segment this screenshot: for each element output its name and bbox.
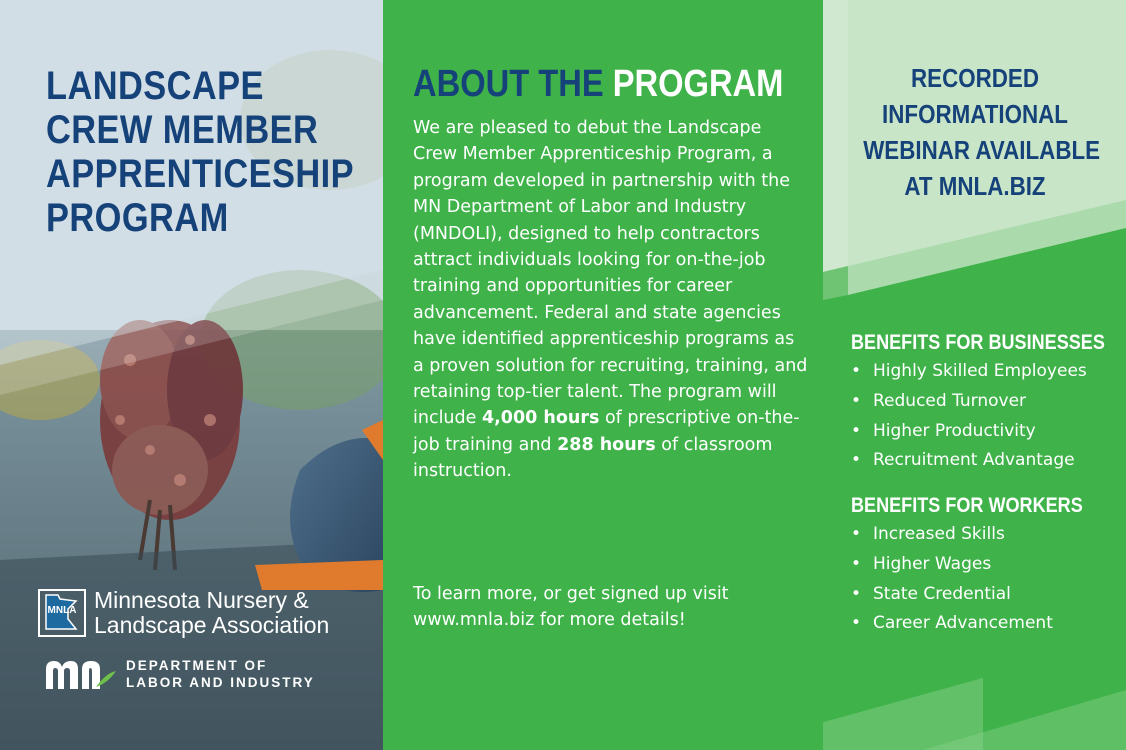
program-title [46, 64, 354, 240]
mnla-badge-text: MNLA [47, 605, 77, 616]
benefit-label: Higher Wages [873, 553, 992, 574]
benefit-label: Increased Skills [873, 524, 1005, 544]
bullet-icon: • [851, 524, 862, 544]
about-heading-part1: ABOUT THE [413, 63, 604, 105]
bullet-icon: • [851, 390, 862, 411]
about-body-text: We are pleased to debut the Landscape Crew Member Apprenticeship Program, a program developed in partnership with the MN Department of Labor and Industry (MNDOLI), designed to help contractors attract individuals looking for on-the-job training and opportunities for career advancement. Federal and state agencies have identified apprenticeship programs as a proven solution for recruiting, training, and retaining top-tier talent. The program will include [413, 118, 808, 429]
benefits-businesses-list [851, 357, 1087, 476]
benefits-panel [823, 0, 1126, 750]
list-item [851, 357, 1087, 387]
list-item [851, 520, 1053, 550]
dli-name [126, 657, 315, 691]
list-item [851, 609, 1053, 639]
benefits-businesses-heading: BENEFITS FOR BUSINESSES [851, 331, 1105, 354]
dli-name-line: LABOR AND INDUSTRY [126, 675, 315, 690]
mnla-name-line: Landscape Association [94, 612, 330, 638]
webinar-line: INFORMATIONAL [882, 99, 1068, 129]
minnesota-state-shape-icon [38, 589, 86, 637]
classroom-hours: 288 hours [557, 434, 656, 455]
list-item [851, 387, 1087, 417]
webinar-line: RECORDED [911, 63, 1039, 93]
about-heading-part2: PROGRAM [612, 63, 784, 105]
learn-more-text: To learn more, or get signed up visit www.mnla.biz for more details! [413, 584, 729, 631]
mnla-name-line: Minnesota Nursery & [94, 587, 309, 613]
benefits-workers-heading: BENEFITS FOR WORKERS [851, 494, 1083, 517]
about-panel [383, 0, 823, 750]
about-body-text: of classroom instruction. [413, 434, 773, 482]
benefit-label: State Credential [873, 583, 1011, 604]
bullet-icon: • [851, 361, 862, 381]
webinar-line: WEBINAR AVAILABLE [863, 135, 1101, 165]
list-item [851, 550, 1053, 580]
ojt-hours: 4,000 hours [481, 408, 600, 429]
bullet-icon: • [851, 583, 862, 604]
list-item [851, 417, 1087, 447]
about-heading [413, 64, 783, 104]
title-line: CREW MEMBER [46, 108, 319, 152]
dli-name-line: DEPARTMENT OF [126, 658, 268, 673]
webinar-line: AT MNLA.BIZ [904, 171, 1046, 201]
benefit-label: Highly Skilled Employees [873, 361, 1087, 381]
bullet-icon: • [851, 553, 862, 574]
webinar-notice [845, 60, 1105, 204]
benefit-label: Career Advancement [873, 613, 1053, 634]
about-body-text: of prescriptive on-the-job training and [413, 408, 800, 455]
list-item [851, 446, 1087, 476]
title-line: PROGRAM [46, 196, 229, 240]
bullet-icon: • [851, 420, 862, 441]
about-body [413, 115, 808, 485]
title-line: LANDSCAPE [46, 64, 264, 108]
left-photo-panel [0, 0, 383, 750]
benefit-label: Higher Productivity [873, 420, 1036, 441]
list-item [851, 580, 1053, 610]
benefits-workers-list [851, 520, 1053, 639]
dli-logo [44, 657, 315, 691]
bullet-icon: • [851, 613, 862, 634]
bullet-icon: • [851, 450, 862, 471]
mn-state-logo-icon [44, 657, 118, 691]
benefit-label: Recruitment Advantage [873, 450, 1075, 471]
mnla-logo [38, 588, 329, 638]
title-line: APPRENTICESHIP [46, 152, 355, 196]
mnla-name [94, 588, 329, 638]
benefit-label: Reduced Turnover [873, 390, 1027, 411]
